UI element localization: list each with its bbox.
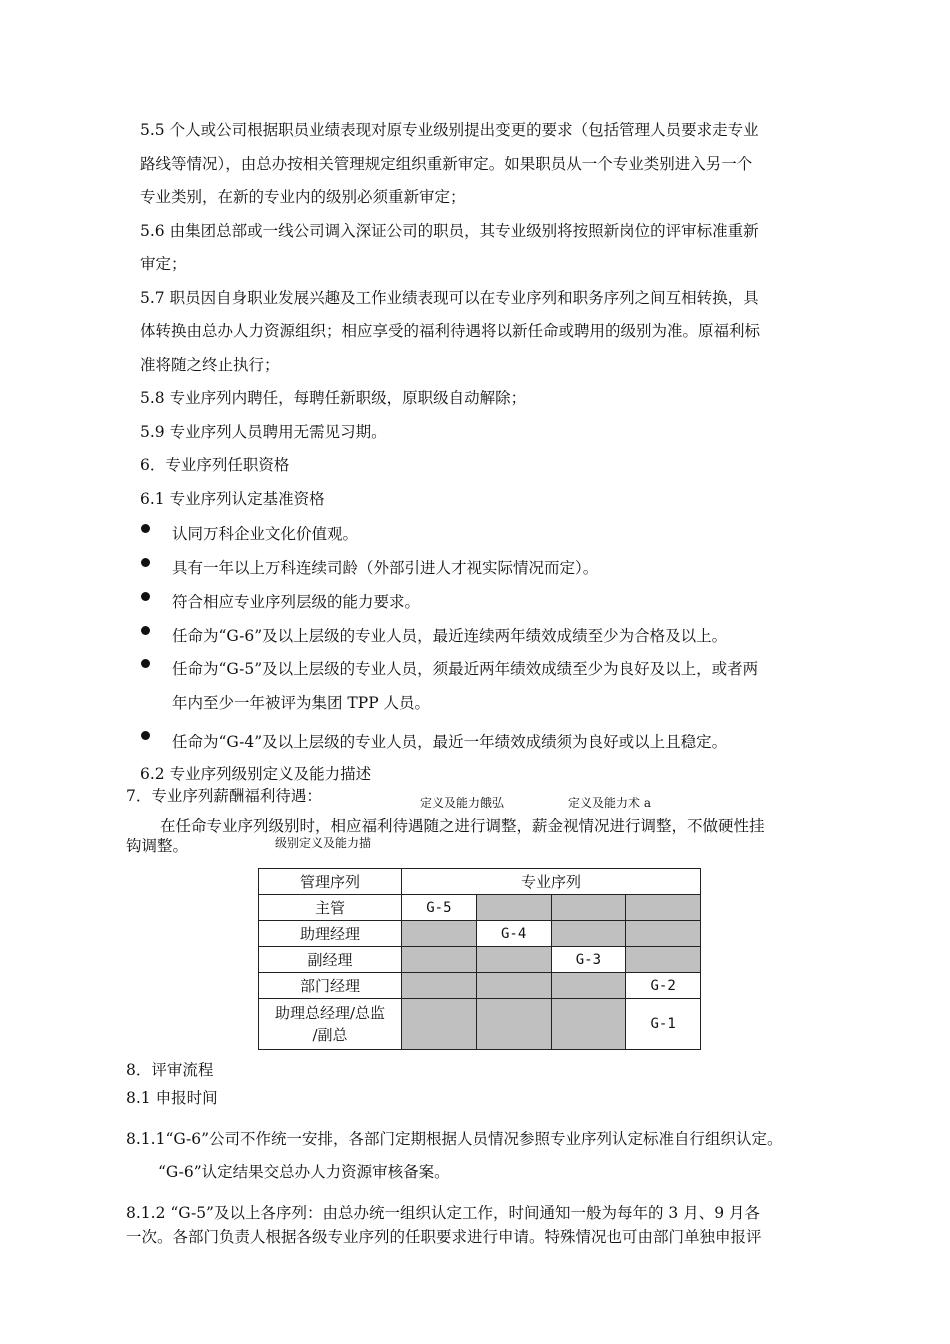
level-table [258,868,701,1050]
bullet-icon [141,626,150,635]
para-5-7-line3: 准将随之终止执行； [140,356,280,374]
stray-text-2: 定义及能力术 a [568,796,651,810]
para-5-5-line2: 路线等情况），由总办按相关管理规定组织重新审定。如果职员从一个专业类别进入另一个 [140,155,753,173]
para-5-9: 5.9 专业序列人员聘用无需见习期。 [140,423,387,441]
heading-6-2: 6.2 专业序列级别定义及能力描述 [140,765,372,783]
para-5-5-line1: 5.5 个人或公司根据职员业绩表现对原专业级别提出变更的要求（包括管理人员要求走专业 [140,121,759,139]
table-header-management: 管理序列 [259,869,402,895]
bullet-icon [141,659,150,668]
heading-6-1: 6.1 专业序列认定基准资格 [140,490,325,508]
table-role-cell: 主管 [259,895,402,921]
para-8-1-2-line2: 一次。各部门负责人根据各级专业序列的任职要求进行申请。特殊情况也可由部门单独申报评 [126,1228,762,1246]
table-empty-cell [476,947,551,973]
table-level-cell: G-1 [626,999,701,1050]
stray-text-3: 级别定义及能力描 [275,836,372,850]
table-role-cell: 部门经理 [259,973,402,999]
bullet-item-2: 具有一年以上万科连续司龄（外部引进人才视实际情况而定）。 [172,559,599,577]
table-row [259,895,701,921]
table-empty-cell [476,895,551,921]
bullet-icon [141,558,150,567]
bullet-item-5-line1: 任命为“G-5”及以上层级的专业人员，须最近两年绩效成绩至少为良好及以上，或者两 [172,660,759,678]
bullet-item-5-line2: 年内至少一年被评为集团 TPP 人员。 [172,694,431,712]
para-8-1-1-line2: “G-6”认定结果交总办人力资源审核备案。 [158,1163,450,1181]
table-empty-cell [626,895,701,921]
para-7-line2: 钩调整。 [126,837,189,855]
table-row [259,973,701,999]
bullet-icon [141,731,150,740]
table-empty-cell [402,921,477,947]
bullet-item-4: 任命为“G-6”及以上层级的专业人员，最近连续两年绩效成绩至少为合格及以上。 [172,627,728,645]
bullet-item-6: 任命为“G-4”及以上层级的专业人员，最近一年绩效成绩须为良好或以上且稳定。 [172,733,728,751]
table-row [259,999,701,1050]
table-empty-cell [551,921,626,947]
para-8-1-2-line1: 8.1.2 “G-5”及以上各序列：由总办统一组织认定工作，时间通知一般为每年的 3 月、9 月各 [126,1204,760,1222]
table-role-line2: /副总 [312,1026,348,1044]
table-role-line1: 助理总经理/总监 [274,1004,386,1022]
table-empty-cell [551,973,626,999]
para-5-6-line2: 审定； [140,255,187,273]
table-header-professional: 专业序列 [402,869,701,895]
table-empty-cell [626,947,701,973]
heading-8: 8．评审流程 [126,1061,214,1079]
table-empty-cell [402,999,477,1050]
para-8-1-1-line1: 8.1.1“G-6”公司不作统一安排，各部门定期根据人员情况参照专业序列认定标准自行组织认定。 [126,1130,783,1148]
table-level-cell: G-2 [626,973,701,999]
table-role-cell: 助理经理 [259,921,402,947]
table-empty-cell [402,973,477,999]
bullet-item-1: 认同万科企业文化价值观。 [172,525,359,543]
para-5-5-line3: 专业类别，在新的专业内的级别必须重新审定； [140,188,466,206]
table-role-cell [259,999,402,1050]
bullet-icon [141,592,150,601]
heading-7: 7．专业序列薪酬福利待遇： [126,787,322,805]
table-empty-cell [551,895,626,921]
stray-text-1: 定义及能力餓弘 [420,796,505,810]
para-5-7-line1: 5.7 职员因自身职业发展兴趣及工作业绩表现可以在专业序列和职务序列之间互相转换，具 [140,289,759,307]
table-empty-cell [626,921,701,947]
para-7-line1: 在任命专业序列级别时，相应福利待遇随之进行调整，薪金视情况进行调整，不做硬性挂 [160,817,765,835]
table-role-cell: 副经理 [259,947,402,973]
table-level-cell: G-3 [551,947,626,973]
table-row [259,947,701,973]
table-empty-cell [551,999,626,1050]
bullet-icon [141,524,150,533]
para-5-8: 5.8 专业序列内聘任，每聘任新职级，原职级自动解除； [140,389,527,407]
table-empty-cell [476,999,551,1050]
table-empty-cell [402,947,477,973]
heading-6: 6．专业序列任职资格 [140,456,290,474]
table-header-row [259,869,701,895]
para-5-6-line1: 5.6 由集团总部或一线公司调入深证公司的职员，其专业级别将按照新岗位的评审标准重新 [140,222,759,240]
para-5-7-line2: 体转换由总办人力资源组织；相应享受的福利待遇将以新任命或聘用的级别为准。原福利标 [140,322,761,340]
bullet-item-3: 符合相应专业序列层级的能力要求。 [172,593,421,611]
heading-8-1: 8.1 申报时间 [126,1089,218,1107]
table-level-cell: G-5 [402,895,477,921]
table-empty-cell [476,973,551,999]
table-level-cell: G-4 [476,921,551,947]
table-row [259,921,701,947]
